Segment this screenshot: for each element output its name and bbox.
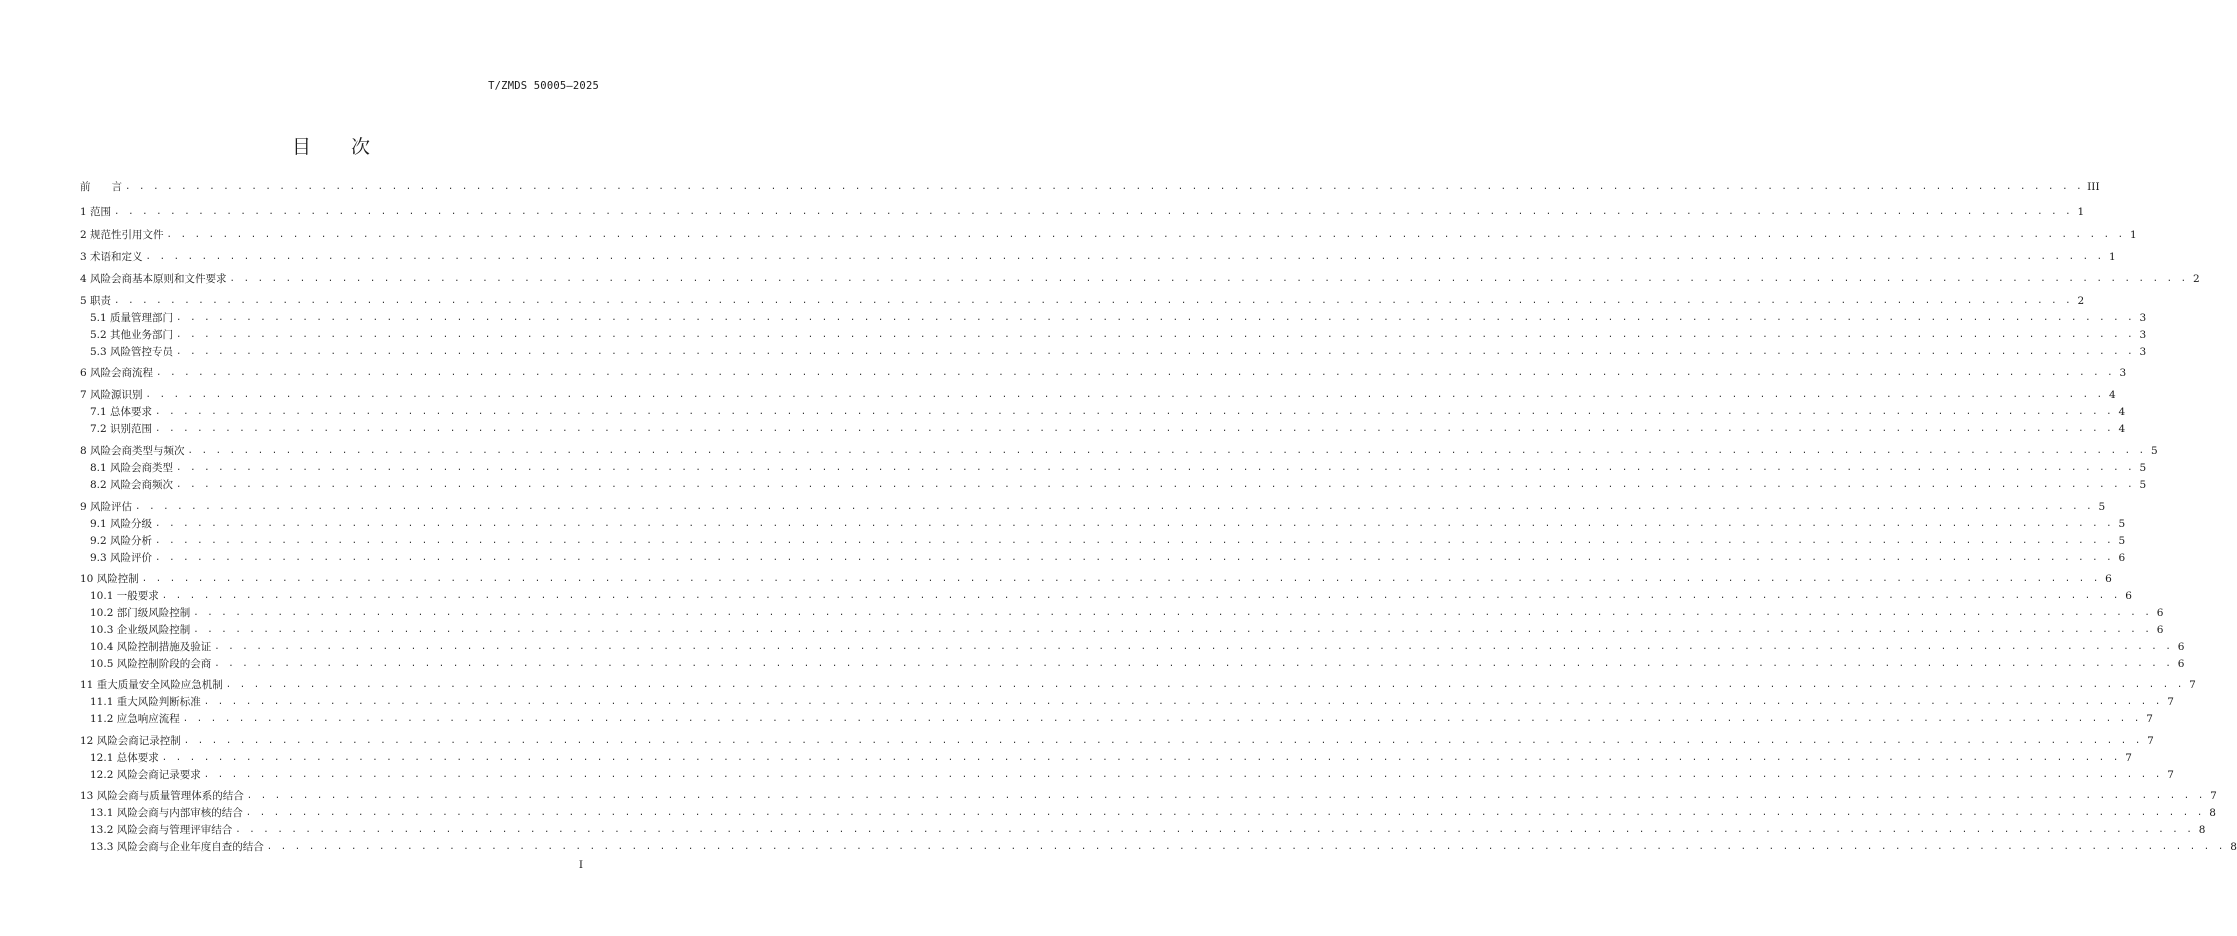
- toc-entry-page: 5: [2098, 501, 2106, 513]
- toc-entry[interactable]: [80, 733, 2154, 749]
- toc-entry-page: 5: [2139, 462, 2147, 474]
- toc-leader-dots: . . . . . . . . . . . . . . . . . . . . . . . . . . . . . . . . . . . . . . . . . . . . . . . . . . . . . . . . . . . . . . . . . . . . . . . . . . . . . . . . . . . . . . . . . . . . . . . . . . . . . . . . . . . . . . . . . . . . . . . . . . . . . . . . . . . . . . . . . . . .: [114, 296, 2073, 306]
- toc-entry-page: 6: [2177, 658, 2185, 670]
- toc-entry-page: 2: [2077, 295, 2085, 307]
- toc-entry-page: 8: [2209, 807, 2216, 819]
- toc-leader-dots: . . . . . . . . . . . . . . . . . . . . . . . . . . . . . . . . . . . . . . . . . . . . . . . . . . . . . . . . . . . . . . . . . . . . . . . . . . . . . . . . . . . . . . . . . . . . . . . . . . . . . . . . . . . . . . . . . . . . . . . . . . . . . . . . . . . . . . . . . . . .: [145, 252, 2104, 262]
- toc-entry-label: 4 风险会商基本原则和文件要求: [80, 273, 227, 285]
- toc-entry-label: 5.1 质量管理部门: [90, 312, 174, 324]
- toc-leader-dots: . . . . . . . . . . . . . . . . . . . . . . . . . . . . . . . . . . . . . . . . . . . . . . . . . . . . . . . . . . . . . . . . . . . . . . . . . . . . . . . . . . . . . . . . . . . . . . . . . . . . . . . . . . . . . . . . . . . . . . . . . . . . . . . . . . . . . . . . . . . .: [156, 368, 2115, 378]
- toc-entry[interactable]: [90, 711, 2153, 727]
- toc-entry-page: 1: [2077, 206, 2085, 218]
- toc-leader-dots: . . . . . . . . . . . . . . . . . . . . . . . . . . . . . . . . . . . . . . . . . . . . . . . . . . . . . . . . . . . . . . . . . . . . . . . . . . . . . . . . . . . . . . . . . . . . . . . . . . . . . . . . . . . . . . . . . . . . . . . . . . . . . . . . . . . . . . . . . . . .: [141, 574, 2100, 584]
- toc-entry-page: 7: [2167, 769, 2174, 781]
- page-number: I: [578, 859, 583, 871]
- toc-entry[interactable]: [90, 516, 2126, 532]
- toc-entry-label: 12 风险会商记录控制: [80, 735, 181, 747]
- toc-entry-page: 5: [2139, 479, 2147, 491]
- toc-leader-dots: . . . . . . . . . . . . . . . . . . . . . . . . . . . . . . . . . . . . . . . . . . . . . . . . . . . . . . . . . . . . . . . . . . . . . . . . . . . . . . . . . . . . . . . . . . . . . . . . . . . . . . . . . . . . . . . . . . . . . . . . . . . . . . . . . . . . . . . . . . . .: [193, 608, 2152, 618]
- toc-entry[interactable]: [90, 839, 2237, 855]
- toc-entry-label: 9.3 风险评价: [90, 552, 153, 564]
- toc-entry-label: 12.2 风险会商记录要求: [90, 769, 201, 781]
- toc-leader-dots: . . . . . . . . . . . . . . . . . . . . . . . . . . . . . . . . . . . . . . . . . . . . . . . . . . . . . . . . . . . . . . . . . . . . . . . . . . . . . . . . . . . . . . . . . . . . . . . . . . . . . . . . . . . . . . . . . . . . . . . . . . . . . . . . . . . . . . . . . . . .: [155, 407, 2114, 417]
- toc-entry-label: 8.1 风险会商类型: [90, 462, 174, 474]
- toc-entry[interactable]: [90, 588, 2132, 604]
- toc-entry-label: 10.1 一般要求: [90, 590, 159, 602]
- toc-entry-label: 6 风险会商流程: [80, 367, 154, 379]
- toc-entry-label: 5.3 风险管控专员: [90, 346, 174, 358]
- toc-entry[interactable]: [80, 179, 2100, 195]
- toc-leader-dots: . . . . . . . . . . . . . . . . . . . . . . . . . . . . . . . . . . . . . . . . . . . . . . . . . . . . . . . . . . . . . . . . . . . . . . . . . . . . . . . . . . . . . . . . . . . . . . . . . . . . . . . . . . . . . . . . . . . . . . . . . . . . . . . . . . . . . . . . . . . .: [203, 770, 2162, 780]
- toc-entry-label: 8.2 风险会商频次: [90, 479, 174, 491]
- toc-leader-dots: . . . . . . . . . . . . . . . . . . . . . . . . . . . . . . . . . . . . . . . . . . . . . . . . . . . . . . . . . . . . . . . . . . . . . . . . . . . . . . . . . . . . . . . . . . . . . . . . . . . . . . . . . . . . . . . . . . . . . . . . . . . . . . . . . . . . . . . . . . . .: [155, 536, 2114, 546]
- toc-leader-dots: . . . . . . . . . . . . . . . . . . . . . . . . . . . . . . . . . . . . . . . . . . . . . . . . . . . . . . . . . . . . . . . . . . . . . . . . . . . . . . . . . . . . . . . . . . . . . . . . . . . . . . . . . . . . . . . . . . . . . . . . . . . . . . . . . . . . . . . . . . . .: [203, 697, 2162, 707]
- toc-entry-label: 5.2 其他业务部门: [90, 329, 174, 341]
- toc-leader-dots: . . . . . . . . . . . . . . . . . . . . . . . . . . . . . . . . . . . . . . . . . . . . . . . . . . . . . . . . . . . . . . . . . . . . . . . . . . . . . . . . . . . . . . . . . . . . . . . . . . . . . . . . . . . . . . . . . . . . . . . . . . . . . . . . . . . . . . . . . . . .: [166, 230, 2125, 240]
- toc-entry[interactable]: [90, 477, 2147, 493]
- toc-leader-dots: . . . . . . . . . . . . . . . . . . . . . . . . . . . . . . . . . . . . . . . . . . . . . . . . . . . . . . . . . . . . . . . . . . . . . . . . . . . . . . . . . . . . . . . . . . . . . . . . . . . . . . . . . . . . . . . . . . . . . . . . . . . . . . . . . . . . . . . . . . . .: [161, 753, 2120, 763]
- toc-entry-page: 8: [2198, 824, 2206, 836]
- toc-entry-page: 6: [2156, 624, 2164, 636]
- toc-entry-page: 2: [2193, 273, 2200, 285]
- document-code: T/ZMDS 50005—2025: [488, 80, 599, 92]
- toc-leader-dots: . . . . . . . . . . . . . . . . . . . . . . . . . . . . . . . . . . . . . . . . . . . . . . . . . . . . . . . . . . . . . . . . . . . . . . . . . . . . . . . . . . . . . . . . . . . . . . . . . . . . . . . . . . . . . . . . . . . . . . . . . . . . . . . . . . . . . . . . . . . .: [229, 274, 2188, 284]
- toc-entry-page: 5: [2118, 535, 2126, 547]
- toc-entry-page: 4: [2109, 389, 2116, 401]
- toc-entry[interactable]: [90, 767, 2174, 783]
- toc-leader-dots: . . . . . . . . . . . . . . . . . . . . . . . . . . . . . . . . . . . . . . . . . . . . . . . . . . . . . . . . . . . . . . . . . . . . . . . . . . . . . . . . . . . . . . . . . . . . . . . . . . . . . . . . . . . . . . . . . . . . . . . . . . . . . . . . . . . . . . . . . . . .: [176, 313, 2135, 323]
- toc-entry-page: 7: [2210, 790, 2217, 802]
- toc-entry[interactable]: [90, 639, 2185, 655]
- toc-entry-page: 1: [2109, 251, 2116, 263]
- toc-entry-label: 9.1 风险分级: [90, 518, 153, 530]
- toc-entry[interactable]: [90, 533, 2126, 549]
- toc-leader-dots: . . . . . . . . . . . . . . . . . . . . . . . . . . . . . . . . . . . . . . . . . . . . . . . . . . . . . . . . . . . . . . . . . . . . . . . . . . . . . . . . . . . . . . . . . . . . . . . . . . . . . . . . . . . . . . . . . . . . . . . . . . . . . . . . . . . . . . . . . . . .: [182, 714, 2141, 724]
- toc-entry-label: 13.3 风险会商与企业年度自查的结合: [90, 841, 264, 853]
- toc-leader-dots: . . . . . . . . . . . . . . . . . . . . . . . . . . . . . . . . . . . . . . . . . . . . . . . . . . . . . . . . . . . . . . . . . . . . . . . . . . . . . . . . . . . . . . . . . . . . . . . . . . . . . . . . . . . . . . . . . . . . . . . . . . . . . . . . . . . . . . . . . . . .: [246, 791, 2205, 801]
- toc-entry-page: 6: [2177, 641, 2185, 653]
- toc-leader-dots: . . . . . . . . . . . . . . . . . . . . . . . . . . . . . . . . . . . . . . . . . . . . . . . . . . . . . . . . . . . . . . . . . . . . . . . . . . . . . . . . . . . . . . . . . . . . . . . . . . . . . . . . . . . . . . . . . . . . . . . . . . . . . . . . . . . . . . . . . . . .: [266, 842, 2225, 852]
- toc-entry-page: 3: [2139, 329, 2147, 341]
- toc-entry[interactable]: [90, 460, 2147, 476]
- toc-entry-label: 8 风险会商类型与频次: [80, 445, 185, 457]
- toc-entry-label: 7.2 识别范围: [90, 423, 153, 435]
- toc-entry[interactable]: [80, 249, 2116, 265]
- toc-entry-label: 10.5 风险控制阶段的会商: [90, 658, 212, 670]
- toc-entry-label: 11.1 重大风险判断标准: [90, 696, 201, 708]
- toc-leader-dots: . . . . . . . . . . . . . . . . . . . . . . . . . . . . . . . . . . . . . . . . . . . . . . . . . . . . . . . . . . . . . . . . . . . . . . . . . . . . . . . . . . . . . . . . . . . . . . . . . . . . . . . . . . . . . . . . . . . . . . . . . . . . . . . . . . . . . . . . . . . .: [176, 347, 2135, 357]
- toc-entry[interactable]: [80, 271, 2200, 287]
- toc-entry-label: 7.1 总体要求: [90, 406, 153, 418]
- toc-entry[interactable]: [80, 227, 2137, 243]
- toc-leader-dots: . . . . . . . . . . . . . . . . . . . . . . . . . . . . . . . . . . . . . . . . . . . . . . . . . . . . . . . . . . . . . . . . . . . . . . . . . . . . . . . . . . . . . . . . . . . . . . . . . . . . . . . . . . . . . . . . . . . . . . . . . . . . . . . . . . . . . . . . . . . .: [155, 424, 2114, 434]
- toc-entry-label: 10.2 部门级风险控制: [90, 607, 191, 619]
- toc-entry-page: 6: [2156, 607, 2164, 619]
- toc-entry[interactable]: [90, 327, 2147, 343]
- toc-entry-page: 6: [2125, 590, 2132, 602]
- toc-entry-label: 前 言: [80, 181, 122, 193]
- toc-leader-dots: . . . . . . . . . . . . . . . . . . . . . . . . . . . . . . . . . . . . . . . . . . . . . . . . . . . . . . . . . . . . . . . . . . . . . . . . . . . . . . . . . . . . . . . . . . . . . . . . . . . . . . . . . . . . . . . . . . . . . . . . . . . . . . . . . . . . . . . . . . . .: [235, 825, 2194, 835]
- toc-entry-label: 13 风险会商与质量管理体系的结合: [80, 790, 244, 802]
- toc-entry[interactable]: [80, 677, 2196, 693]
- toc-entry-label: 12.1 总体要求: [90, 752, 159, 764]
- toc-entry-label: 9 风险评估: [80, 501, 133, 513]
- toc-entry-label: 9.2 风险分析: [90, 535, 153, 547]
- toc-entry[interactable]: [80, 293, 2085, 309]
- toc-entry[interactable]: [80, 443, 2158, 459]
- toc-leader-dots: . . . . . . . . . . . . . . . . . . . . . . . . . . . . . . . . . . . . . . . . . . . . . . . . . . . . . . . . . . . . . . . . . . . . . . . . . . . . . . . . . . . . . . . . . . . . . . . . . . . . . . . . . . . . . . . . . . . . . . . . . . . . . . . . . . . . . . . . . . . .: [135, 502, 2094, 512]
- toc-entry-label: 5 职责: [80, 295, 112, 307]
- toc-entry[interactable]: [80, 365, 2127, 381]
- toc-leader-dots: . . . . . . . . . . . . . . . . . . . . . . . . . . . . . . . . . . . . . . . . . . . . . . . . . . . . . . . . . . . . . . . . . . . . . . . . . . . . . . . . . . . . . . . . . . . . . . . . . . . . . . . . . . . . . . . . . . . . . . . . . . . . . . . . . . . . . . . . . . . .: [187, 446, 2146, 456]
- toc-leader-dots: . . . . . . . . . . . . . . . . . . . . . . . . . . . . . . . . . . . . . . . . . . . . . . . . . . . . . . . . . . . . . . . . . . . . . . . . . . . . . . . . . . . . . . . . . . . . . . . . . . . . . . . . . . . . . . . . . . . . . . . . . . . . . . . . . . . . . . . . . . . .: [176, 463, 2135, 473]
- toc-entry-label: 10.4 风险控制措施及验证: [90, 641, 212, 653]
- toc-entry-page: 7: [2189, 679, 2196, 691]
- toc-leader-dots: . . . . . . . . . . . . . . . . . . . . . . . . . . . . . . . . . . . . . . . . . . . . . . . . . . . . . . . . . . . . . . . . . . . . . . . . . . . . . . . . . . . . . . . . . . . . . . . . . . . . . . . . . . . . . . . . . . . . . . . . . . . . . . . . . . . . . . . . . . . .: [161, 591, 2120, 601]
- toc-entry[interactable]: [80, 499, 2106, 515]
- toc-leader-dots: . . . . . . . . . . . . . . . . . . . . . . . . . . . . . . . . . . . . . . . . . . . . . . . . . . . . . . . . . . . . . . . . . . . . . . . . . . . . . . . . . . . . . . . . . . . . . . . . . . . . . . . . . . . . . . . . . . . . . . . . . . . . . . . . . . . . . . . . . . . .: [193, 625, 2152, 635]
- toc-leader-dots: . . . . . . . . . . . . . . . . . . . . . . . . . . . . . . . . . . . . . . . . . . . . . . . . . . . . . . . . . . . . . . . . . . . . . . . . . . . . . . . . . . . . . . . . . . . . . . . . . . . . . . . . . . . . . . . . . . . . . . . . . . . . . . . . . . . . . . . . . . . .: [245, 808, 2204, 818]
- toc-leader-dots: . . . . . . . . . . . . . . . . . . . . . . . . . . . . . . . . . . . . . . . . . . . . . . . . . . . . . . . . . . . . . . . . . . . . . . . . . . . . . . . . . . . . . . . . . . . . . . . . . . . . . . . . . . . . . . . . . . . . . . . . . . . . . . . . . . . . . . . . . . . .: [145, 390, 2104, 400]
- toc-entry-page: 7: [2146, 713, 2153, 725]
- toc-entry-label: 1 范围: [80, 206, 112, 218]
- toc-entry[interactable]: [80, 788, 2217, 804]
- toc-leader-dots: . . . . . . . . . . . . . . . . . . . . . . . . . . . . . . . . . . . . . . . . . . . . . . . . . . . . . . . . . . . . . . . . . . . . . . . . . . . . . . . . . . . . . . . . . . . . . . . . . . . . . . . . . . . . . . . . . . . . . . . . . . . . . . . . . . . . . . . . . . . .: [214, 642, 2173, 652]
- toc-entry-label: 2 规范性引用文件: [80, 229, 164, 241]
- toc-entry-page: 6: [2105, 573, 2112, 585]
- toc-leader-dots: . . . . . . . . . . . . . . . . . . . . . . . . . . . . . . . . . . . . . . . . . . . . . . . . . . . . . . . . . . . . . . . . . . . . . . . . . . . . . . . . . . . . . . . . . . . . . . . . . . . . . . . . . . . . . . . . . . . . . . . . . . . . . . . . . . . . . . . . . . . .: [176, 330, 2135, 340]
- toc-entry[interactable]: [90, 550, 2126, 566]
- toc-entry[interactable]: [90, 344, 2147, 360]
- toc-entry-page: 4: [2118, 406, 2126, 418]
- toc-entry-page: 3: [2119, 367, 2127, 379]
- page-title: 目次: [291, 136, 410, 158]
- toc-leader-dots: . . . . . . . . . . . . . . . . . . . . . . . . . . . . . . . . . . . . . . . . . . . . . . . . . . . . . . . . . . . . . . . . . . . . . . . . . . . . . . . . . . . . . . . . . . . . . . . . . . . . . . . . . . . . . . . . . . . . . . . . . . . . . . . . . . . . . . . . . . . .: [225, 680, 2184, 690]
- toc-entry[interactable]: [90, 310, 2147, 326]
- toc-leader-dots: . . . . . . . . . . . . . . . . . . . . . . . . . . . . . . . . . . . . . . . . . . . . . . . . . . . . . . . . . . . . . . . . . . . . . . . . . . . . . . . . . . . . . . . . . . . . . . . . . . . . . . . . . . . . . . . . . . . . . . . . . . . . . . . . . . . . . . . . . . . .: [155, 519, 2114, 529]
- toc-entry-page: 5: [2118, 518, 2126, 530]
- toc-entry-page: III: [2087, 181, 2100, 193]
- toc-entry-page: 4: [2118, 423, 2126, 435]
- toc-leader-dots: . . . . . . . . . . . . . . . . . . . . . . . . . . . . . . . . . . . . . . . . . . . . . . . . . . . . . . . . . . . . . . . . . . . . . . . . . . . . . . . . . . . . . . . . . . . . . . . . . . . . . . . . . . . . . . . . . . . . . . . . . . . . . . . . . . . . . . . . . . . .: [183, 736, 2142, 746]
- toc-entry[interactable]: [90, 822, 2206, 838]
- toc-entry[interactable]: [90, 421, 2126, 437]
- toc-leader-dots: . . . . . . . . . . . . . . . . . . . . . . . . . . . . . . . . . . . . . . . . . . . . . . . . . . . . . . . . . . . . . . . . . . . . . . . . . . . . . . . . . . . . . . . . . . . . . . . . . . . . . . . . . . . . . . . . . . . . . . . . . . . . . . . . . . . . . . . . . . . .: [176, 480, 2135, 490]
- toc-leader-dots: . . . . . . . . . . . . . . . . . . . . . . . . . . . . . . . . . . . . . . . . . . . . . . . . . . . . . . . . . . . . . . . . . . . . . . . . . . . . . . . . . . . . . . . . . . . . . . . . . . . . . . . . . . . . . . . . . . . . . . . . . . . . . . . . . . . . . . . . . . . .: [214, 659, 2173, 669]
- toc-entry[interactable]: [90, 750, 2132, 766]
- toc-entry[interactable]: [90, 605, 2164, 621]
- toc-leader-dots: . . . . . . . . . . . . . . . . . . . . . . . . . . . . . . . . . . . . . . . . . . . . . . . . . . . . . . . . . . . . . . . . . . . . . . . . . . . . . . . . . . . . . . . . . . . . . . . . . . . . . . . . . . . . . . . . . . . . . . . . . . . . . . . . . . . . . . . . . . . .: [114, 207, 2073, 217]
- toc-entry-label: 11 重大质量安全风险应急机制: [80, 679, 223, 691]
- toc-leader-dots: . . . . . . . . . . . . . . . . . . . . . . . . . . . . . . . . . . . . . . . . . . . . . . . . . . . . . . . . . . . . . . . . . . . . . . . . . . . . . . . . . . . . . . . . . . . . . . . . . . . . . . . . . . . . . . . . . . . . . . . . . . . . . . . . . . . . . . . . . . . .: [125, 182, 2084, 192]
- toc-entry-page: 3: [2139, 346, 2147, 358]
- toc-entry-label: 10.3 企业级风险控制: [90, 624, 191, 636]
- toc-entry-page: 6: [2118, 552, 2126, 564]
- toc-entry-label: 10 风险控制: [80, 573, 139, 585]
- toc-entry-page: 5: [2151, 445, 2158, 457]
- toc-entry-page: 1: [2130, 229, 2137, 241]
- toc-entry[interactable]: [80, 204, 2085, 220]
- toc-entry[interactable]: [90, 622, 2164, 638]
- toc-entry[interactable]: [80, 571, 2112, 587]
- toc-leader-dots: . . . . . . . . . . . . . . . . . . . . . . . . . . . . . . . . . . . . . . . . . . . . . . . . . . . . . . . . . . . . . . . . . . . . . . . . . . . . . . . . . . . . . . . . . . . . . . . . . . . . . . . . . . . . . . . . . . . . . . . . . . . . . . . . . . . . . . . . . . . .: [155, 553, 2114, 563]
- toc-entry[interactable]: [90, 805, 2216, 821]
- toc-entry-page: 7: [2147, 735, 2154, 747]
- toc-entry-label: 13.1 风险会商与内部审核的结合: [90, 807, 243, 819]
- toc-entry[interactable]: [90, 404, 2126, 420]
- toc-entry[interactable]: [90, 694, 2174, 710]
- toc-entry-label: 7 风险源识别: [80, 389, 143, 401]
- toc-entry-label: 13.2 风险会商与管理评审结合: [90, 824, 233, 836]
- toc-entry-page: 7: [2125, 752, 2132, 764]
- toc-entry-page: 8: [2230, 841, 2237, 853]
- toc-entry[interactable]: [80, 387, 2116, 403]
- toc-entry-label: 3 术语和定义: [80, 251, 143, 263]
- toc-entry-page: 7: [2167, 696, 2174, 708]
- toc-entry[interactable]: [90, 656, 2185, 672]
- toc-entry-page: 3: [2139, 312, 2147, 324]
- toc-entry-label: 11.2 应急响应流程: [90, 713, 180, 725]
